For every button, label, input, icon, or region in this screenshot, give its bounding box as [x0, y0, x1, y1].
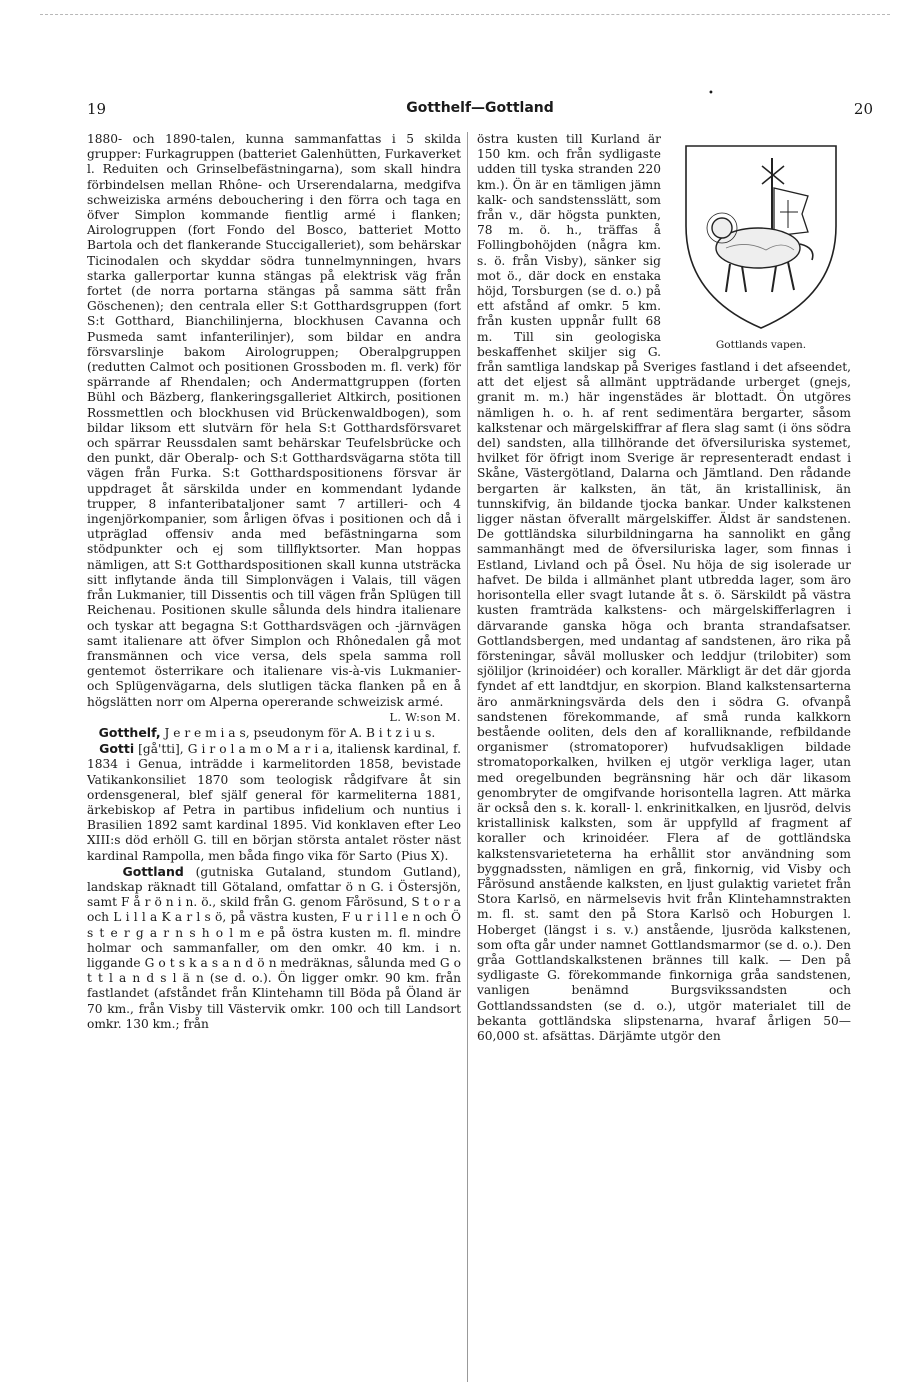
left-column [87, 132, 461, 1382]
entry-head-gotthelf: Gotthelf, [98, 724, 161, 740]
entry-gotthelf [87, 725, 461, 741]
entry-body-gotthelf: J e r e m i a s, pseudonym för A. B i t z i u s. [160, 725, 436, 740]
gottland-article-continuation: östra kusten till Kurland är 150 km. och från sydligaste udden till tyska stranden 220 km.). Ön är en tämligen jämn kalk- och sandstensslätt, som från v., där högsta punkten, 78 m. ö. h., träffas å Follingbohöjden (några km. s. ö. från Visby), sänker sig mot ö., där dock en enstaka höjd, Torsburgen (se d. o.) på ett afstånd af omkr. 5 km. från kusten uppnår fullt 68 m. Till sin geologiska beskaffenhet skiljer sig G. från samtliga landskap på Sveriges fastland i det afseendet, att det eljest så allmänt uppträdande urberget (gnejs, granit m. m.) här ingenstädes är blottadt. Ön utgöres nämligen h. o. h. af rent sedimentära bergarter, såsom kalkstenar och märgelskiffrar af flera slag samt (i öns södra del) sandsten, alla tillhörande det öfversiluriska systemet, hvilket för öfrigt inom Sverige är representeradt endast i Skåne, Västergötland, Dalarna och Jämtland. Den rådande bergarten är kalksten, än tät, än kristallinisk, än tunnskifvig, än bildande tjocka bankar. Under kalkstenen ligger nästan öfverallt märgelskiffer. Äldst är sandstenen. De gottländska silurbildningarna ha sannolikt en gång sammanhängt med de öfversiluriska lager, som finnas i Estland, Livland och på Ösel. Nu höja de sig isolerade ur hafvet. De bilda i allmänhet plant utbredda lager, som äro horisontella eller svagt lutande åt s. ö. Särskildt på västra kusten framträda kalkstens- och märgelskifferlagren i därvarande ganska höga och branta strandafsatser. Gottlandsbergen, med undantag af sandstenen, äro rika på försteningar, såväl mollusker och leddjur (trilobiter) som sjöliljor (krinoidéer) och koraller. Märkligt är det där gjorda fyndet af ett landtdjur, en skorpion. Bland kalkstensarterna äro anmärkningsvärda dels den i södra G. ofvanpå sandstenen förekommande, af små runda kalkkorn bestående ooliten, dels den af koralliknande, refbildande organismer (stromatoporer) hufvudsakligen bildade stromatoporkalken, hvilken ej utgör verkliga lager, utan med oregelbunden begränsning här och där likasom genombryter de omgifvande horisontella lagren. Att märka är också den s. k. korall- l. enkrinitkalken, en ljusröd, delvis kristallinisk kalksten, som är uppfylld af fragment af koraller och krinoidéer. Flera af de gottländska kalkstensvarieteterna ha erhållit stor användning som byggnadssten, nämligen en grå, finkornig, vid Visby och Fårösund anstående kalksten, en ljust gulaktig varietet från Stora Karlsö, en närmelsevis hvit från Klintehamnstrakten m. fl. st. samt den på Stora Karlsö och Hoburgen l. Hoberget (längst i s. v.) anstående, ljusröda kalkstenen, som ofta går under namnet Gottlandsmarmor (se d. o.). Den gråa Gottlandskalkstenen brännes till kalk. — Den på sydligaste G. förekommande finkorniga gråa sandstenen, vanligen benämnd Burgsvikssandsten och Gottlandssandsten (se d. o.), utgör materialet till de bekanta gottländska slipstenarna, hvaraf årligen 50—60,000 st. afsättas. Därjämte utgör den [477, 132, 851, 1043]
coat-of-arms-figure [671, 136, 851, 353]
entry-head-gotti: Gotti [99, 741, 135, 757]
page-header [87, 100, 873, 122]
page-number-right: 20 [853, 100, 873, 118]
entry-gotti [87, 741, 461, 864]
print-mark: • [708, 88, 714, 99]
figure-caption: Gottlands vapen. [715, 339, 807, 351]
page-number-left: 19 [87, 100, 107, 118]
running-head: Gotthelf—Gottland [406, 100, 554, 116]
top-rule [40, 14, 890, 15]
entry-head-gottland: Gottland [122, 863, 184, 879]
entry-body-gotti: [gå'tti], G i r o l a m o M a r i a, italiensk kardinal, f. 1834 i Genua, inträdde i karmelitorden 1858, bevistade Vatikankonsiliet 1870 som teologisk rådgifvare åt sin ordensgeneral, blef själf general för karmeliterna 1881, ärkebiskop af Petra in partibus infidelium och nuntius i Brasilien 1892 samt kardinal 1895. Vid konklaven efter Leo XIII:s död erhöll G. till en början största antalet röster näst kardinal Rampolla, men båda fingo vika för Sarto (Pius X). [87, 742, 462, 863]
gotthard-article-continuation: 1880- och 1890-talen, kunna sammanfattas i 5 skilda grupper: Furkagruppen (batteriet Galenhütten, Furkaverket l. Reduiten och Grinselbefästningarna), som skall hindra förbindelsen mellan Rhône- och Urserendalarna, medgifva schweiziska arméns debouchering i den förra och taga en öfver Simplon kommande fientlig armé i flanken; Airologruppen (fort Fondo del Bosco, batteriet Motto Bartola och det flankerande Stuccigalleriet), som behärskar Ticinodalen och skyddar södra tunnelmynningen, hvars starka gallerportar kunna stängas på elektrisk väg från fortet (de norra portarna stängas på samma sätt från Göschenen); den centrala eller S:t Gotthardsgruppen (fort S:t Gotthard, Bianchilinjerna, blockhusen Cavanna och Pusmeda samt infanterilinjer), som bildar en andra försvarslinje bakom Airologruppen; Oberalpgruppen (redutten Calmot och positionen Grossboden m. fl. verk) för spärrande af Rhendalen; och Andermattgruppen (forten Bühl och Bäzberg, flankeringsgalleriet Altkirch, positionen Rossmettlen och blockhusen vid Brückenwaldbogen), som bildar liksom ett slutvärn för hela S:t Gotthardsförsvaret och spärrar Reussdalen samt behärskar Teufelsbrücke och den punkt, där Oberalp- och S:t Gotthardsvägarna stöta till vägen från Furka. S:t Gotthardspositionens försvar är uppdraget åt särskilda under en kommendant lydande trupper, 8 infanteribataljoner samt 7 artilleri- och 4 ingenjörkompanier, som årligen öfvas i positionen och då i utpräglad offensiv anda med befästningarna som stödpunkter och ej som tillflyktsorter. Man hoppas nämligen, att S:t Gotthardspositionen skall kunna utsträcka sitt inflytande ända till Simplonvägen i Valais, till vägen från Lukmanier, till Dissentis och till vägen från Splügen till Reichenau. Positionen skulle sålunda dels hindra italienare och tyskar att begagna S:t Gotthardsvägen och -järnvägen samt italienare att öfver Simplon och Rhônedalen gå mot fransmännen och vice versa, dels spela samma roll gentemot österrikare och italienare vis-à-vis Lukmanier- och Splügenvägarna, dels slutligen täcka flanken på en å högslätten norr om Alperna opererande schweizisk armé. [87, 132, 461, 709]
entry-gottland [87, 864, 461, 1032]
author-signature: L. W:son M. [389, 710, 461, 724]
gotland-coat-of-arms-icon [676, 136, 846, 336]
entry-body-gottland: (gutniska Gutaland, stundom Gutland), landskap räknadt till Götaland, omfattar ö n G. i Östersjön, samt F å r ö n i n. ö., skild från G. genom Fårösund, S t o r a och L i l l a K a r l s ö, på västra kusten, F u r i l l e n och Ö s t e r g a r n s h o l m e på östra kusten m. fl. mindre holmar och sammanfaller, om den omkr. 40 km. i n. liggande G o t s k a s a n d ö n medräknas, sålunda med G o t t l a n d s l ä n (se d. o.). Ön ligger omkr. 90 km. från fastlandet (afståndet från Klintehamn till Böda på Öland är 70 km., från Visby till Västervik omkr. 100 och till Landsort omkr. 130 km.; från [87, 864, 461, 1031]
right-column [477, 132, 851, 1382]
column-divider [467, 132, 468, 1382]
